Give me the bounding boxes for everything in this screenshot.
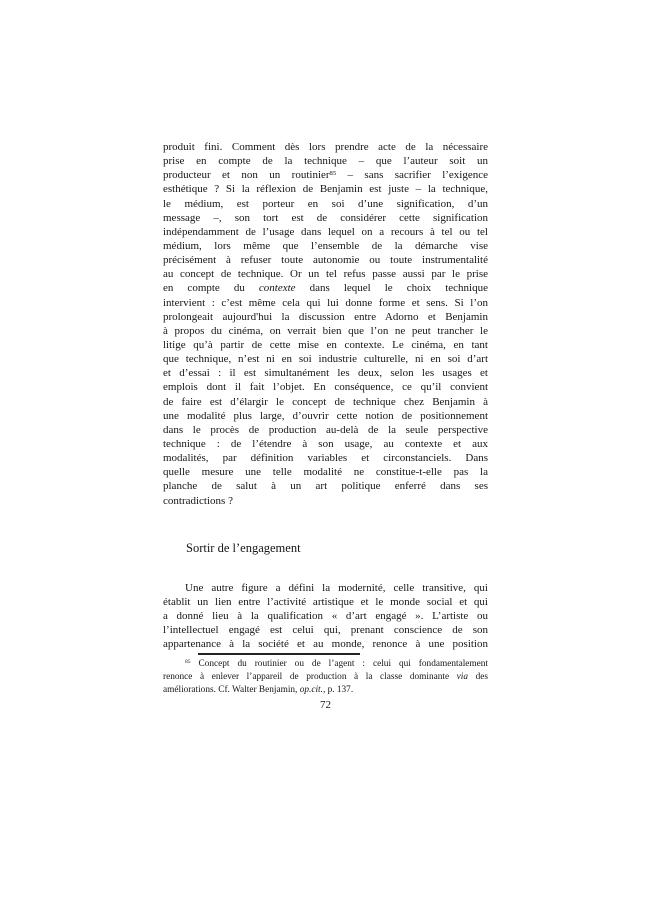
text-line: technique : de l’étendre à son usage, au contexte et aux [163,437,488,450]
text-line: contradictions ? [163,494,233,507]
text-line: planche de salut à un art politique enferré dans ses [163,480,488,493]
text-line: prolongeait aujourd'hui la discussion entre Adorno et Benjamin [163,310,488,323]
text-line: à propos du cinéma, on verrait bien que l’on ne peut trancher le [163,324,488,337]
text-line: de faire est d’élargir le concept de technique chez Benjamin à [163,395,488,408]
text-line: l’intellectuel engagé est celui qui, prenant conscience de son [163,624,488,637]
text-line: dans le procès de production au-delà de la seule perspective [163,423,488,436]
text-line: le médium, est porteur en soi d’une signification, d’un [163,197,488,210]
text-line: a donné lieu à la qualification « d’art engagé ». L’artiste ou [163,609,488,622]
text-line: Une autre figure a défini la modernité, celle transitive, qui [185,581,488,594]
section-heading: Sortir de l’engagement [186,540,301,555]
text-line: producteur et non un routinier$^{85}$ – sans sacrifier l’exigence [163,169,488,182]
text-line: médium, lors même que l’ensemble de la démarche vise [163,239,488,252]
text-line: esthétique ? Si la réflexion de Benjamin est juste – la technique, [163,183,488,196]
text-line: message –, son tort est de considérer cette signification [163,211,488,224]
text-line: $^{85}$ Concept du routinier ou de l’agent : celui qui fondamentalement [185,658,488,669]
text-line: une modalité plus large, d’ouvrir cette notion de positionnement [163,409,488,422]
paragraph-main [163,140,488,508]
text-block [163,140,488,712]
text-line: que technique, n’est ni en soi industrie culturelle, ni en soi d’art [163,353,488,366]
page-number: 72 [320,698,331,711]
paragraph-intro [163,581,488,652]
text-line: améliorations. Cf. Walter Benjamin, op.cit., p. 137. [163,684,354,695]
text-line: modalités, par définition variables et circonstanciels. Dans [163,452,488,465]
footnote-rule [198,653,360,655]
text-line: quelle mesure une telle modalité ne constitue-t-elle pas la [163,466,488,479]
text-line: au concept de technique. Or un tel refus passe aussi par le prise [163,268,488,281]
text-line: intervient : c’est même cela qui lui donne forme et sens. Si l’on [163,296,488,309]
text-line: et d’essai : il est simultanément les deux, selon les usages et [163,367,488,380]
text-line: appartenance à la société et au monde, renonce à une position [163,638,488,651]
text-line: emplois dont il fait l’objet. En conséquence, ce qu’il convient [163,381,488,394]
text-line: indépendamment de l’usage dans lequel on a recours à tel ou tel [163,225,488,238]
text-line: prise en compte de la technique – que l’auteur soit un [163,155,488,168]
text-line: en compte du contexte dans lequel le choix technique [163,282,488,295]
text-line: précisément à refuser toute autonomie ou toute instrumentalité [163,254,488,267]
text-line: produit fini. Comment dès lors prendre acte de la nécessaire [163,141,488,153]
text-line: établit un lien entre l’activité artistique et le monde social et qui [163,595,488,608]
footnote [163,658,488,697]
text-line: renonce à enlever l’appareil de production à la classe dominante via des [163,671,488,682]
text-line: litige qu’à partir de cette mise en contexte. Le cinéma, en tant [163,338,488,351]
